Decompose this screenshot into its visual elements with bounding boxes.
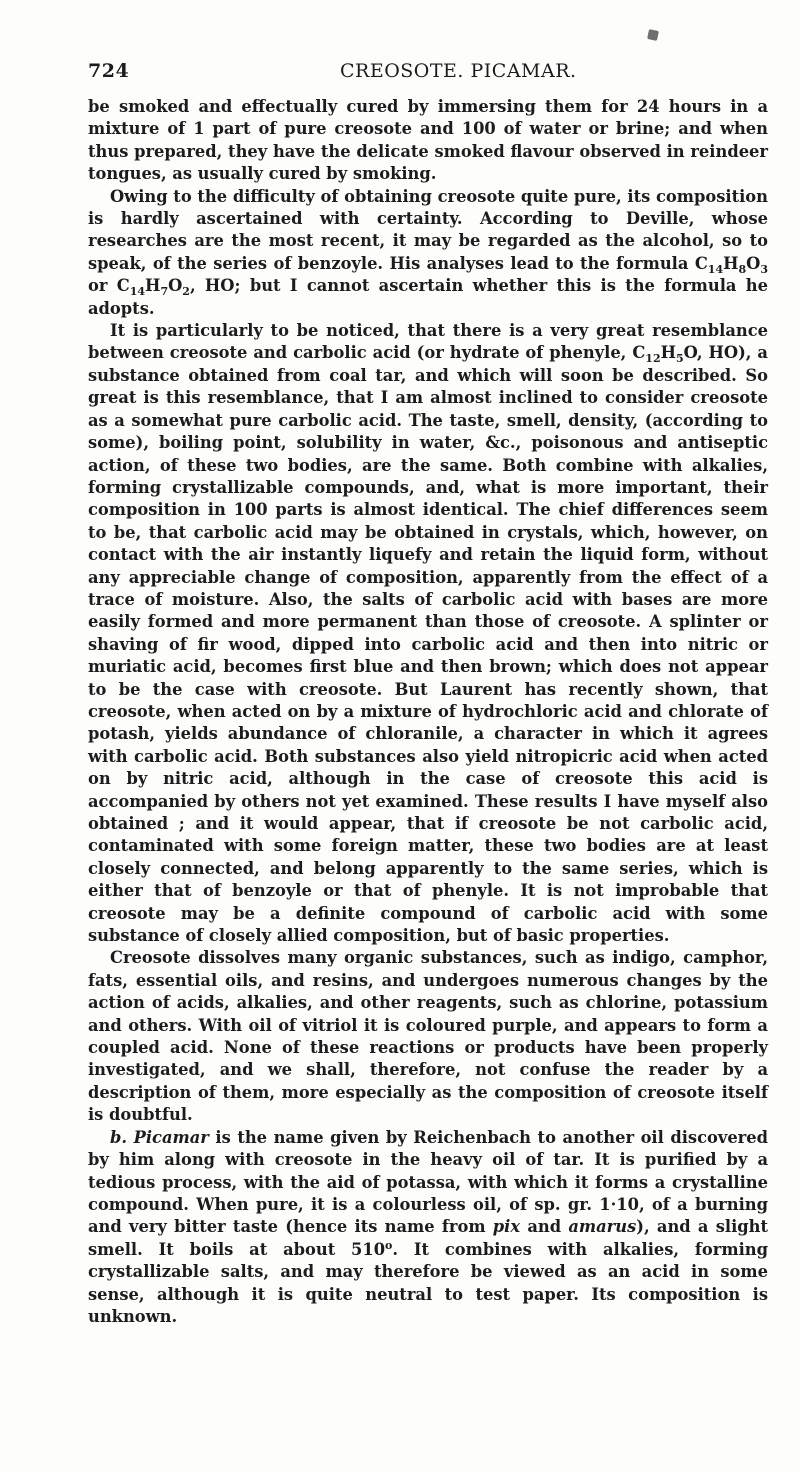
page-number: 724 (88, 60, 130, 82)
text-run: is the name given by Reichenbach to another oil discovered by him along with creosote in the heavy oil of tar. It is purified by a tedious process, with the aid of potassa, with which it forms a crystalline compound. When pure, it is a colourless oil, of sp. gr. 1·10, of a burning and very bitter taste (hence its name from (88, 1127, 769, 1237)
formula-creosote-1: $C_{14}H_8O_3$ (694, 253, 768, 276)
degree-mark: o (385, 1238, 393, 1252)
term-amarus: amarus (568, 1217, 637, 1237)
text-run: ), and a slight smell. It boils at about 510 (88, 1217, 768, 1259)
term-picamar: Picamar (133, 1127, 209, 1147)
paragraph-composition (88, 186, 768, 320)
text-run: and (520, 1217, 569, 1237)
paragraph-carbolic-acid (88, 320, 768, 947)
formula-phenyle: $C_{12}H_5O$ (632, 343, 697, 366)
body-text (88, 96, 768, 1328)
text-run: It is particularly to be noticed, that there is a very great resemblance between creosote and carbolic acid (or hydrate of phenyle, (88, 321, 768, 363)
running-title: CREOSOTE. PICAMAR. (340, 60, 577, 82)
text-run: , HO), a substance obtained from coal tar, and which will soon be described. So great is this resemblance, that I am almost inclined to consider creosote as a somewhat pure carbolic acid. The taste, smell, density, (according to some), boiling point, solubility in water, &c., poisonous and antiseptic action, of these two bodies, are the same. Both combine with alkalies, forming crystallizable compounds, and, what is more important, their composition in 100 parts is almost identical. The chief differences seem to be, that carbolic acid may be obtained in crystals, which, however, on contact with the air instantly liquefy and retain the liquid form, without any appreciable change of composition, apparently from the effect of a trace of moisture. Also, the salts of carbolic acid with bases are more easily formed and more permanent than those of creosote. A splinter or shaving of fir wood, dipped into carbolic acid and then into nitric or muriatic acid, becomes first blue and then brown; which does not appear to be the case with creosote. But Laurent has recently shown, that creosote, when acted on by a mixture of hydrochloric acid and chlorate of potash, yields abundance of chloranile, a character in which it agrees with carbolic acid. Both substances also yield nitropicric acid when acted on by nitric acid, although in the case of creosote this acid is accompanied by others not yet examined. These results I have myself also obtained ; and it would appear, that if creosote be not carbolic acid, contaminated with some foreign matter, these two bodies are at least closely connected, and belong apparently to the same series, which is either that of benzoyle or that of phenyle. It is not improbable that creosote may be a definite compound of carbolic acid with some substance of closely allied composition, but of basic properties. (88, 343, 768, 946)
section-label: b. (110, 1127, 128, 1147)
text-run: or (88, 276, 117, 296)
paragraph-dissolves: Creosote dissolves many organic substances, such as indigo, camphor, fats, essential oils, and resins, and undergoes numerous changes by the action of acids, alkalies, and other reagents, such as chlorine, potassium and others. With oil of vitriol it is coloured purple, and appears to form a coupled acid. None of these reactions or products have been properly investigated, and we shall, therefore, not confuse the reader by a description of them, more especially as the composition of creosote itself is doubtful. (88, 948, 768, 1125)
paragraph-smoked-tongues: be smoked and effectually cured by immersing them for 24 hours in a mixture of 1 part of pure creosote and 100 of water or brine; and when thus prepared, they have the delicate smoked flavour observed in reindeer tongues, as usually cured by smoking. (88, 97, 768, 184)
formula-creosote-2: $C_{14}H_7O_2$ (116, 276, 190, 299)
text-run: Owing to the difficulty of obtaining creosote quite pure, its composition is hardly ascertained with certainty. According to Deville, whose researches are the most recent, it may be regarded as the alcohol, so to speak, of the series of benzoyle. His analyses lead to the formula (88, 186, 768, 273)
term-pix: pix (492, 1217, 521, 1237)
ink-speck (647, 29, 659, 41)
text-run: . It combines with alkalies, forming crystallizable salts, and may therefore be viewed as an acid in some sense, although it is quite neutral to test paper. Its composition is unknown. (88, 1239, 768, 1326)
paragraph-picamar (88, 1127, 768, 1329)
text-run: , HO; but I cannot ascertain whether this is the formula he adopts. (88, 276, 768, 318)
page-header (88, 60, 768, 84)
